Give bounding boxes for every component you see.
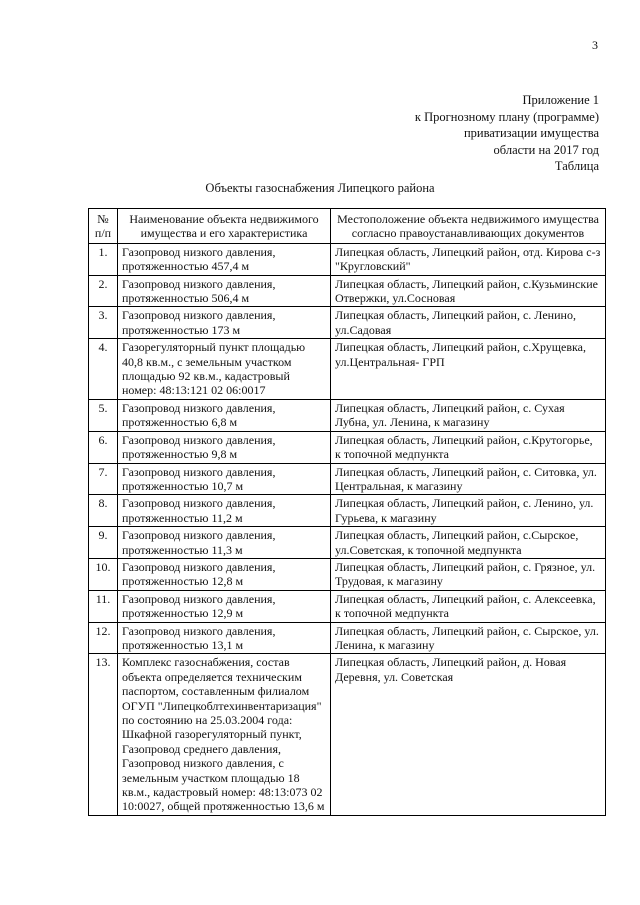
row-number: 6. bbox=[89, 431, 118, 463]
row-number: 9. bbox=[89, 527, 118, 559]
header-name: Наименование объекта недвижимого имущества и его характеристика bbox=[118, 209, 331, 244]
object-name: Газопровод низкого давления, протяженностью 12,8 м bbox=[118, 558, 331, 590]
object-name: Газопровод низкого давления, протяженностью 6,8 м bbox=[118, 399, 331, 431]
appendix-line: области на 2017 год bbox=[493, 142, 599, 157]
table-row bbox=[89, 495, 606, 527]
object-name: Газопровод низкого давления, протяженностью 12,9 м bbox=[118, 590, 331, 622]
object-location: Липецкая область, Липецкий район, с. Ленино, ул. Гурьева, к магазину bbox=[331, 495, 606, 527]
table-row bbox=[89, 243, 606, 275]
object-location: Липецкая область, Липецкий район, с. Ситовка, ул. Центральная, к магазину bbox=[331, 463, 606, 495]
object-location: Липецкая область, Липецкий район, с. Сырское, ул. Ленина, к магазину bbox=[331, 622, 606, 654]
table-header-row bbox=[89, 209, 606, 244]
gas-objects-table bbox=[88, 208, 606, 816]
object-location: Липецкая область, Липецкий район, с.Сырское, ул.Советская, к топочной медпункта bbox=[331, 527, 606, 559]
appendix-line: Таблица bbox=[554, 159, 599, 173]
object-location: Липецкая область, Липецкий район, с. Ленино, ул.Садовая bbox=[331, 307, 606, 339]
table-row bbox=[89, 275, 606, 307]
table-row bbox=[89, 654, 606, 815]
table-row bbox=[89, 622, 606, 654]
row-number: 5. bbox=[89, 399, 118, 431]
object-location: Липецкая область, Липецкий район, с.Крутогорье, к топочной медпункта bbox=[331, 431, 606, 463]
object-name: Газопровод низкого давления, протяженностью 506,4 м bbox=[118, 275, 331, 307]
appendix-line: к Прогнозному плану (программе) bbox=[414, 109, 599, 124]
object-name: Газопровод низкого давления, протяженностью 173 м bbox=[118, 307, 331, 339]
appendix-note bbox=[339, 92, 599, 175]
page-number: 3 bbox=[592, 38, 598, 52]
row-number: 8. bbox=[89, 495, 118, 527]
table-row bbox=[89, 558, 606, 590]
table-row bbox=[89, 431, 606, 463]
table-title: Объекты газоснабжения Липецкого района bbox=[205, 181, 435, 195]
object-name: Газорегуляторный пункт площадью 40,8 кв.м., с земельным участком площадью 92 кв.м., кадастровый номер: 48:13:121 02 06:0017 bbox=[118, 339, 331, 400]
header-number: № п/п bbox=[89, 209, 118, 244]
object-location: Липецкая область, Липецкий район, с. Алексеевка, к топочной медпункта bbox=[331, 590, 606, 622]
appendix-line: приватизации имущества bbox=[463, 126, 599, 140]
object-name: Газопровод низкого давления, протяженностью 13,1 м bbox=[118, 622, 331, 654]
table-row bbox=[89, 339, 606, 400]
row-number: 2. bbox=[89, 275, 118, 307]
object-name: Газопровод низкого давления, протяженностью 10,7 м bbox=[118, 463, 331, 495]
table-row bbox=[89, 463, 606, 495]
row-number: 4. bbox=[89, 339, 118, 400]
object-location: Липецкая область, Липецкий район, с. Грязное, ул. Трудовая, к магазину bbox=[331, 558, 606, 590]
row-number: 1. bbox=[89, 243, 118, 275]
object-location: Липецкая область, Липецкий район, отд. Кирова с-з "Кругловский" bbox=[331, 243, 606, 275]
object-location: Липецкая область, Липецкий район, с.Кузьминские Отвержки, ул.Сосновая bbox=[331, 275, 606, 307]
appendix-line: Приложение 1 bbox=[522, 93, 599, 107]
object-location: Липецкая область, Липецкий район, д. Новая Деревня, ул. Советская bbox=[331, 654, 606, 815]
table-row bbox=[89, 527, 606, 559]
table-row bbox=[89, 399, 606, 431]
row-number: 10. bbox=[89, 558, 118, 590]
table-body bbox=[89, 243, 606, 815]
object-name: Газопровод низкого давления, протяженностью 11,3 м bbox=[118, 527, 331, 559]
row-number: 13. bbox=[89, 654, 118, 815]
object-name: Газопровод низкого давления, протяженностью 11,2 м bbox=[118, 495, 331, 527]
row-number: 12. bbox=[89, 622, 118, 654]
row-number: 11. bbox=[89, 590, 118, 622]
object-name: Комплекс газоснабжения, состав объекта определяется техническим паспортом, составленным филиалом ОГУП "Липецкоблтехинвентаризация" по состоянию на 25.03.2004 года: Шкафной газорегуляторный пункт, Газопровод среднего давления, Газопровод низкого давления, с земельным участком площадью 18 кв.м., кадастровый номер: 48:13:073 02 10:0027, общей протяженностью 13,6 м bbox=[118, 654, 331, 815]
object-location: Липецкая область, Липецкий район, с. Сухая Лубна, ул. Ленина, к магазину bbox=[331, 399, 606, 431]
table-row bbox=[89, 307, 606, 339]
row-number: 3. bbox=[89, 307, 118, 339]
object-name: Газопровод низкого давления, протяженностью 9,8 м bbox=[118, 431, 331, 463]
header-location: Местоположение объекта недвижимого имущества согласно правоустанавливающих документов bbox=[331, 209, 606, 244]
table-row bbox=[89, 590, 606, 622]
object-name: Газопровод низкого давления, протяженностью 457,4 м bbox=[118, 243, 331, 275]
row-number: 7. bbox=[89, 463, 118, 495]
object-location: Липецкая область, Липецкий район, с.Хрущевка, ул.Центральная- ГРП bbox=[331, 339, 606, 400]
